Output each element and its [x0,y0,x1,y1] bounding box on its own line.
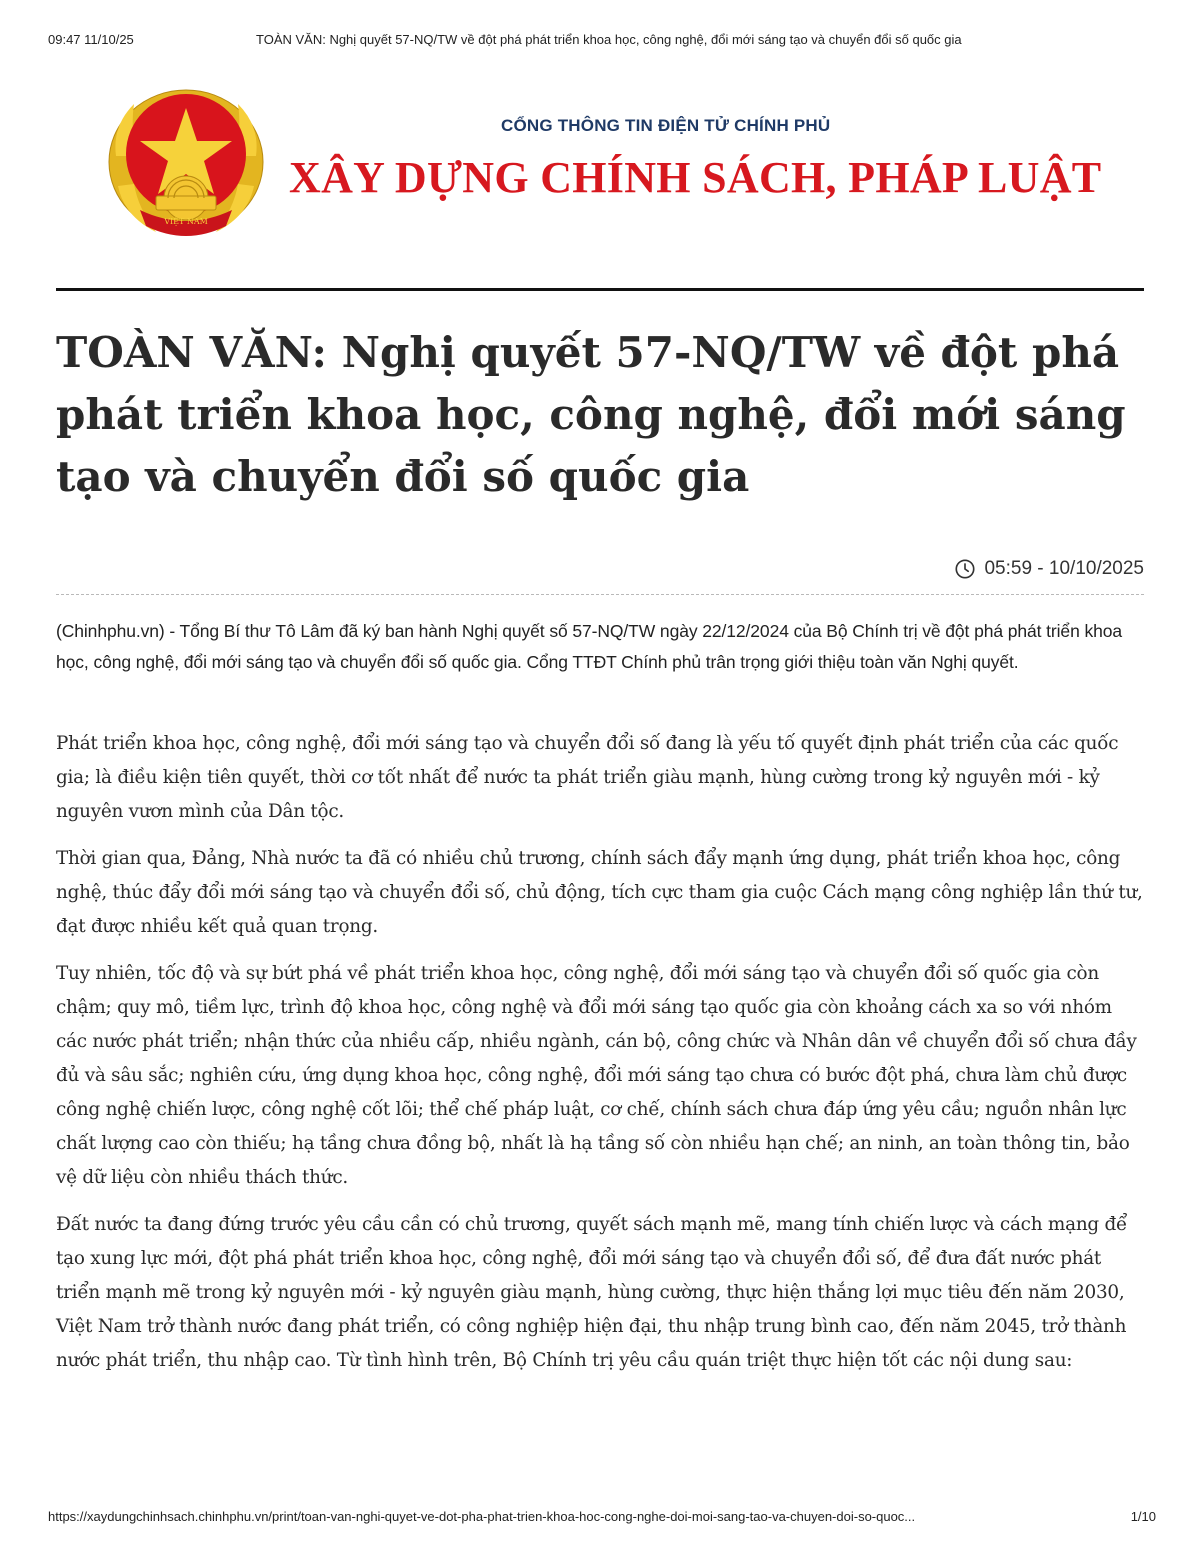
print-document-title: TOÀN VĂN: Nghị quyết 57-NQ/TW về đột phá phát triển khoa học, công nghệ, đổi mới sáng tạo và chuyển đổi số quốc gia [256,32,962,47]
national-emblem-icon[interactable] [104,86,268,246]
masthead [104,86,1104,246]
page-url[interactable]: https://xaydungchinhsach.chinhphu.vn/print/toan-van-nghi-quyet-ve-dot-pha-phat-trien-khoa-hoc-cong-nghe-doi-moi-sang-tao-va-chuyen-doi-so-quoc... [48,1509,916,1524]
emblem-ribbon-text: VIỆT NAM [164,217,208,226]
article-lead: (Chinhphu.vn) - Tổng Bí thư Tô Lâm đã ký ban hành Nghị quyết số 57-NQ/TW ngày 22/12/2024 của Bộ Chính trị về đột phá phát triển khoa học, công nghệ, đổi mới sáng tạo và chuyển đổi số quốc gia. Cổng TTĐT Chính phủ trân trọng giới thiệu toàn văn Nghị quyết. [56,621,1123,672]
article-title: TOÀN VĂN: Nghị quyết 57-NQ/TW về đột phá phát triển khoa học, công nghệ, đổi mới sáng tạo và chuyển đổi số quốc gia [56,328,1126,501]
body-paragraph: Đất nước ta đang đứng trước yêu cầu cần có chủ trương, quyết sách mạnh mẽ, mang tính chiến lược và cách mạng để tạo xung lực mới, đột phá phát triển khoa học, công nghệ, đổi mới sáng tạo và chuyển đổi số, để đưa đất nước phát triển mạnh mẽ trong kỷ nguyên mới - kỷ nguyên giàu mạnh, hùng cường, thực hiện thắng lợi mục tiêu đến năm 2030, Việt Nam trở thành nước đang phát triển, có công nghiệp hiện đại, thu nhập trung bình cao, đến năm 2045, trở thành nước phát triển, thu nhập cao. Từ tình hình trên, Bộ Chính trị yêu cầu quán triệt thực hiện tốt các nội dung sau: [56,1214,1128,1371]
meta-divider [56,594,1144,595]
clock-icon [954,558,976,580]
publish-datetime: 05:59 - 10/10/2025 [984,558,1144,579]
site-name[interactable]: XÂY DỰNG CHÍNH SÁCH, PHÁP LUẬT [289,153,1102,202]
article-body [56,727,1148,1391]
body-paragraph: Tuy nhiên, tốc độ và sự bứt phá về phát triển khoa học, công nghệ, đổi mới sáng tạo và chuyển đổi số quốc gia còn chậm; quy mô, tiềm lực, trình độ khoa học, công nghệ và đổi mới sáng tạo quốc gia còn khoảng cách xa so với nhóm các nước phát triển; nhận thức của nhiều cấp, nhiều ngành, cán bộ, công chức và Nhân dân về chuyển đổi số chưa đầy đủ và sâu sắc; nghiên cứu, ứng dụng khoa học, công nghệ, đổi mới sáng tạo chưa có bước đột phá, chưa làm chủ được công nghệ chiến lược, công nghệ cốt lõi; thể chế pháp luật, cơ chế, chính sách chưa đáp ứng yêu cầu; nguồn nhân lực chất lượng cao còn thiếu; hạ tầng chưa đồng bộ, nhất là hạ tầng số còn nhiều hạn chế; an ninh, an toàn thông tin, bảo vệ dữ liệu còn nhiều thách thức. [56,963,1137,1188]
portal-name[interactable]: CỔNG THÔNG TIN ĐIỆN TỬ CHÍNH PHỦ [501,116,831,135]
print-timestamp: 09:47 11/10/25 [48,32,134,47]
page-number: 1/10 [1130,1509,1156,1524]
publish-meta [954,558,1144,580]
header-divider [56,288,1144,291]
body-paragraph: Thời gian qua, Đảng, Nhà nước ta đã có nhiều chủ trương, chính sách đẩy mạnh ứng dụng, phát triển khoa học, công nghệ, thúc đẩy đổi mới sáng tạo và chuyển đổi số, chủ động, tích cực tham gia cuộc Cách mạng công nghiệp lần thứ tư, đạt được nhiều kết quả quan trọng. [56,848,1143,937]
body-paragraph: Phát triển khoa học, công nghệ, đổi mới sáng tạo và chuyển đổi số đang là yếu tố quyết định phát triển của các quốc gia; là điều kiện tiên quyết, thời cơ tốt nhất để nước ta phát triển giàu mạnh, hùng cường trong kỷ nguyên mới - kỷ nguyên vươn mình của Dân tộc. [56,733,1119,822]
